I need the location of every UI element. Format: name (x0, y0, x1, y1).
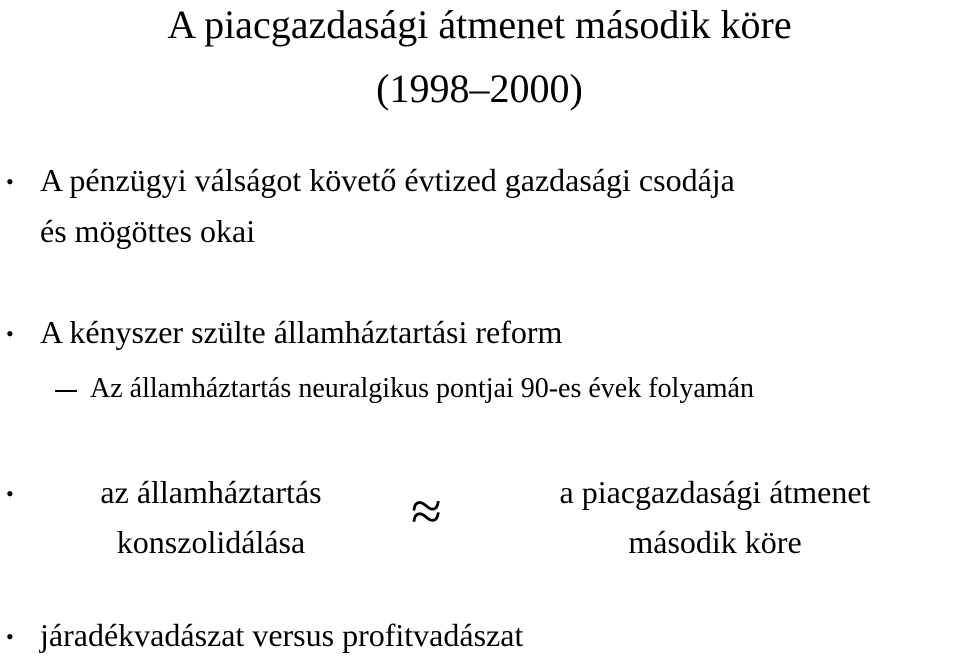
bullet-3-left-line-2: konszolidálása (116, 524, 306, 560)
bullet-3-left-line-1: az államháztartás (100, 474, 322, 510)
approximately-equal-symbol: ≈ (411, 481, 442, 543)
sub-bullet-text: Az államháztartás neuralgikus pontjai 90-es évek folyamán (90, 373, 754, 404)
slide-title-line-1: A piacgazdasági átmenet második köre (167, 2, 792, 47)
bullet-1-line-2: és mögöttes okai (40, 213, 256, 249)
bullet-4-marker: • (6, 624, 14, 649)
bullet-3-marker: • (6, 481, 14, 506)
bullet-1-line-1: A pénzügyi válságot követő évtized gazdasági csodája (40, 162, 735, 198)
bullet-2-marker: • (6, 321, 14, 346)
slide-title-line-2: (1998–2000) (376, 66, 583, 111)
bullet-3-right-line-1: a piacgazdasági átmenet (559, 474, 871, 510)
bullet-4-text: járadékvadászat versus profitvadászat (40, 617, 524, 653)
sub-bullet-dash (55, 390, 77, 392)
bullet-1-marker: • (6, 169, 14, 194)
bullet-3-right-line-2: második köre (628, 524, 802, 560)
bullet-2-text: A kényszer szülte államháztartási reform (40, 314, 563, 350)
